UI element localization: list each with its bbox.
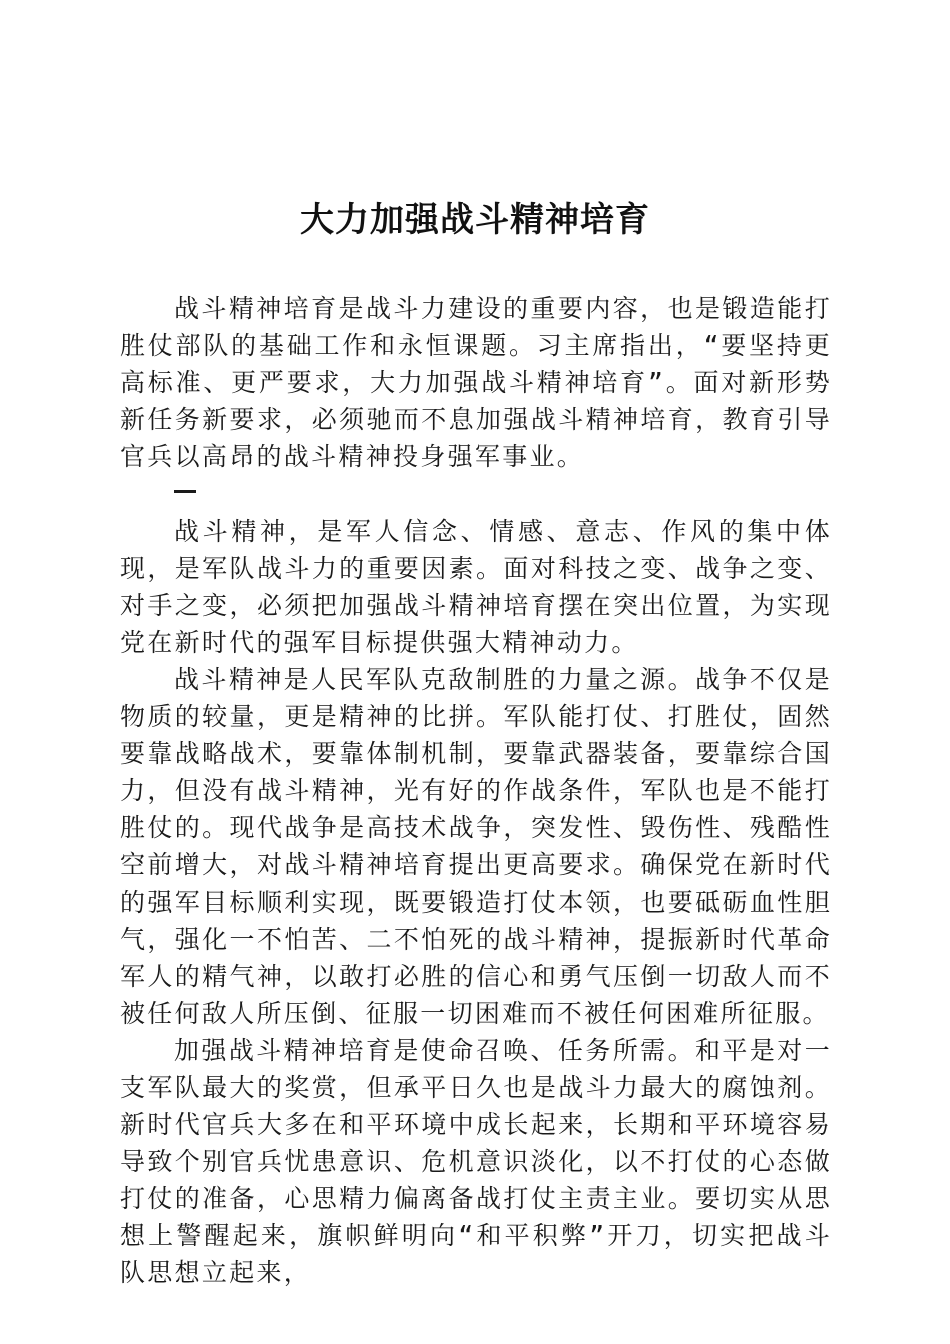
body-paragraph-2: 战斗精神是人民军队克敌制胜的力量之源。战争不仅是物质的较量，更是精神的比拼。军队能打仗、打胜仗，固然要靠战略战术，要靠体制机制，要靠武器装备，要靠综合国力，但没有战斗精神，光有好的作战条件，军队也是不能打胜仗的。现代战争是高技术战争，突发性、毁伤性、残酷性空前增大，对战斗精神培育提出更高要求。确保党在新时代的强军目标顺利实现，既要锻造打仗本领，也要砥砺血性胆气，强化一不怕苦、二不怕死的战斗精神，提振新时代革命军人的精气神，以敢打必胜的信心和勇气压倒一切敌人而不被任何敌人所压倒、征服一切困难而不被任何困难所征服。 bbox=[120, 664, 832, 1028]
section-number-mark bbox=[174, 490, 196, 493]
section-number bbox=[120, 475, 832, 512]
body-paragraph-1: 战斗精神，是军人信念、情感、意志、作风的集中体现，是军队战斗力的重要因素。面对科技之变、战争之变、对手之变，必须把加强战斗精神培育摆在突出位置，为实现党在新时代的强军目标提供强大精神动力。 bbox=[120, 516, 832, 657]
document-title: 大力加强战斗精神培育 bbox=[300, 200, 650, 240]
intro-paragraph: 战斗精神培育是战斗力建设的重要内容，也是锻造能打胜仗部队的基础工作和永恒课题。习主席指出，“要坚持更高标准、更严要求，大力加强战斗精神培育”。面对新形势新任务新要求，必须驰而不息加强战斗精神培育，教育引导官兵以高昂的战斗精神投身强军事业。 bbox=[120, 294, 832, 472]
document-body bbox=[120, 290, 832, 1292]
body-paragraph-3: 加强战斗精神培育是使命召唤、任务所需。和平是对一支军队最大的奖赏，但承平日久也是战斗力最大的腐蚀剂。新时代官兵大多在和平环境中成长起来，长期和平环境容易导致个别官兵忧患意识、危机意识淡化，以不打仗的心态做打仗的准备，心思精力偏离备战打仗主责主业。要切实从思想上警醒起来，旗帜鲜明向“和平积弊”开刀，切实把战斗队思想立起来， bbox=[120, 1035, 832, 1288]
